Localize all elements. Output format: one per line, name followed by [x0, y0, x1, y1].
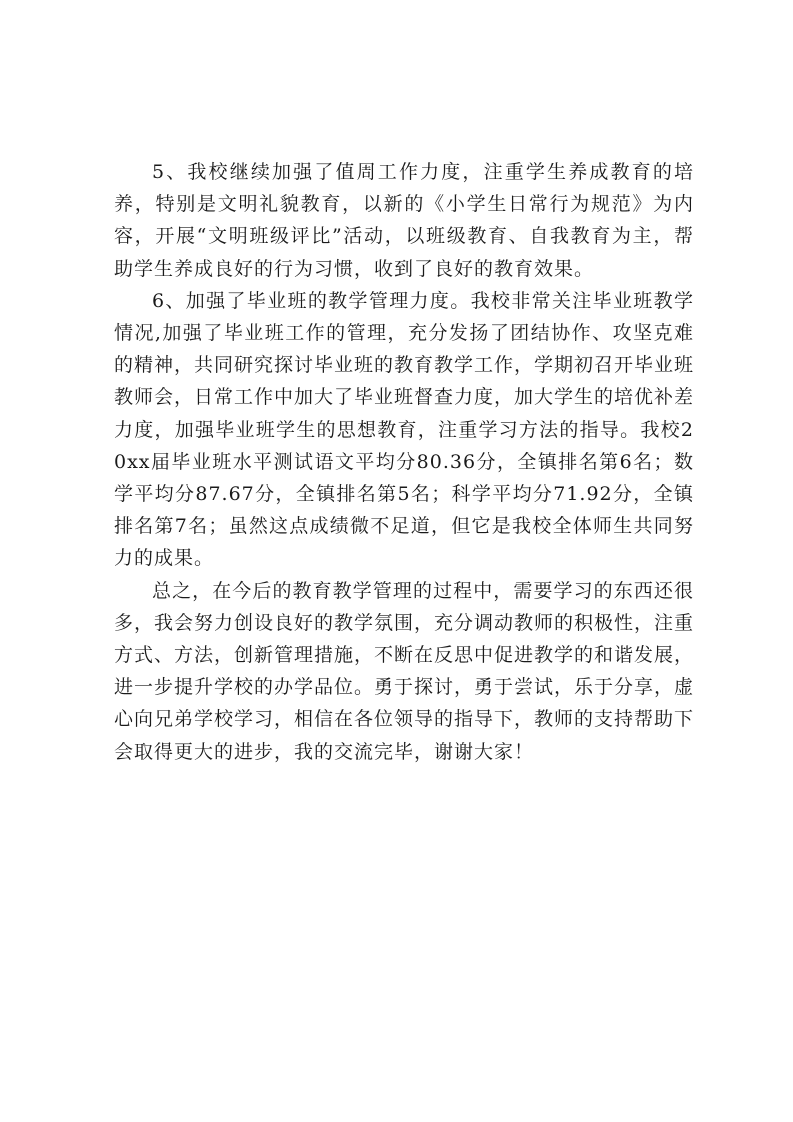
paragraph-item-5: 5、我校继续加强了值周工作力度，注重学生养成教育的培养，特别是文明礼貌教育，以新的《小学生日常行为规范》为内容，开展“文明班级评比”活动，以班级教育、自我教育为主，帮助学生养成良好的行为习惯，收到了良好的教育效果。 [114, 161, 694, 280]
document-body [114, 156, 694, 768]
paragraph-conclusion: 总之，在今后的教育教学管理的过程中，需要学习的东西还很多，我会努力创设良好的教学氛围，充分调动教师的积极性，注重方式、方法，创新管理措施，不断在反思中促进教学的和谐发展，进一步提升学校的办学品位。勇于探讨，勇于尝试，乐于分享，虚心向兄弟学校学习，相信在各位领导的指导下，教师的支持帮助下会取得更大的进步，我的交流完毕，谢谢大家！ [114, 579, 695, 763]
paragraph-item-6: 6、加强了毕业班的教学管理力度。我校非常关注毕业班教学情况,加强了毕业班工作的管理，充分发扬了团结协作、攻坚克难的精神，共同研究探讨毕业班的教育教学工作，学期初召开毕业班教师会，日常工作中加大了毕业班督查力度，加大学生的培优补差力度，加强毕业班学生的思想教育，注重学习方法的指导。我校20xx届毕业班水平测试语文平均分80.36分，全镇排名第6名；数学平均分87.67分，全镇排名第5名；科学平均分71.92分，全镇排名第7名；虽然这点成绩微不足道，但它是我校全体师生共同努力的成果。 [114, 289, 695, 570]
